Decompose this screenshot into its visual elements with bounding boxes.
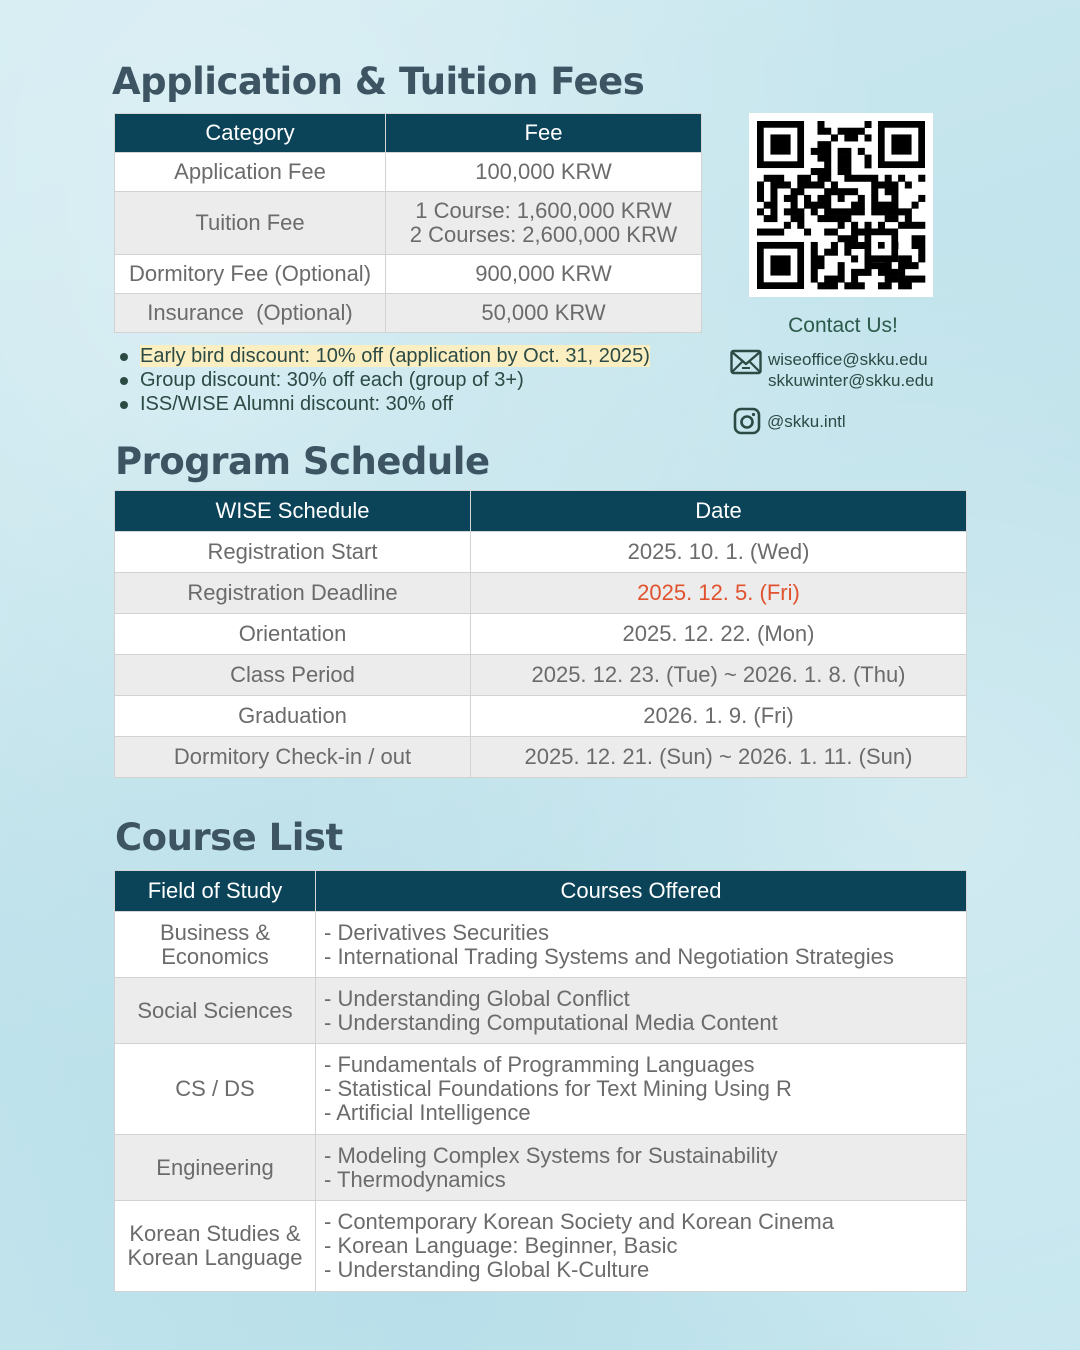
discount-item: ISS/WISE Alumni discount: 30% off: [118, 392, 650, 416]
early-bird-discount: Early bird discount: 10% off (application by Oct. 31, 2025): [140, 345, 650, 367]
fee-row: [115, 153, 702, 192]
schedule-date: 2025. 12. 22. (Mon): [471, 614, 967, 655]
field-line: Business &: [159, 919, 271, 945]
course-item: - Korean Language: Beginner, Basic: [324, 1233, 678, 1258]
fee-header-category: Category: [115, 114, 386, 153]
course-row: [115, 1201, 967, 1292]
fee-amount: [386, 192, 702, 255]
field-line: Korean Language: [127, 1245, 303, 1270]
fee-amount: 900,000 KRW: [386, 255, 702, 294]
course-row: [115, 978, 967, 1044]
schedule-row: [115, 532, 967, 573]
schedule-event: Graduation: [115, 696, 471, 737]
schedule-event: Registration Deadline: [115, 573, 471, 614]
course-field: Engineering: [115, 1135, 316, 1201]
course-list: [316, 1201, 967, 1292]
course-item: - Derivatives Securities: [324, 919, 549, 945]
fee-amount: 50,000 KRW: [386, 294, 702, 333]
fee-table: [114, 113, 702, 333]
schedule-table: [114, 490, 967, 778]
instagram-handle[interactable]: @skku.intl: [767, 411, 846, 431]
course-field: CS / DS: [115, 1044, 316, 1135]
schedule-header-date: Date: [471, 491, 967, 532]
course-header-field: Field of Study: [115, 871, 316, 912]
envelope-icon: [730, 349, 762, 375]
schedule-date: 2025. 12. 23. (Tue) ~ 2026. 1. 8. (Thu): [471, 655, 967, 696]
course-item: - Modeling Complex Systems for Sustainability: [324, 1142, 778, 1168]
schedule-row: [115, 696, 967, 737]
email-link[interactable]: skkuwinter@skku.edu: [768, 371, 934, 390]
course-item: - International Trading Systems and Negotiation Strategies: [324, 943, 894, 969]
discount-list: [118, 344, 650, 416]
course-list: [316, 1135, 967, 1201]
courses-title: Course List: [115, 816, 343, 859]
course-list: [316, 1044, 967, 1135]
fee-category: Insurance (Optional): [115, 294, 386, 333]
fees-title: Application & Tuition Fees: [112, 60, 645, 103]
course-list: [316, 912, 967, 978]
course-list: [316, 978, 967, 1044]
fee-amount: 100,000 KRW: [386, 153, 702, 192]
schedule-row: [115, 614, 967, 655]
fee-header-fee: Fee: [386, 114, 702, 153]
schedule-date: 2025. 10. 1. (Wed): [471, 532, 967, 573]
fee-line: 1 Course: 1,600,000 KRW: [415, 198, 672, 223]
course-row: [115, 1135, 967, 1201]
schedule-event: Dormitory Check-in / out: [115, 737, 471, 778]
schedule-date-deadline: 2025. 12. 5. (Fri): [471, 573, 967, 614]
schedule-event: Class Period: [115, 655, 471, 696]
discount-item: [118, 344, 650, 368]
schedule-event: Registration Start: [115, 532, 471, 573]
qr-code[interactable]: [749, 113, 933, 297]
course-item: - Understanding Computational Media Content: [324, 1009, 778, 1035]
schedule-header-event: WISE Schedule: [115, 491, 471, 532]
schedule-date: 2025. 12. 21. (Sun) ~ 2026. 1. 11. (Sun): [471, 737, 967, 778]
discount-item: Group discount: 30% off each (group of 3+): [118, 368, 650, 392]
course-item: - Statistical Foundations for Text Mining Using R: [324, 1076, 792, 1101]
course-item: - Artificial Intelligence: [324, 1100, 531, 1125]
schedule-row: [115, 573, 967, 614]
course-field: [115, 912, 316, 978]
course-item: - Thermodynamics: [324, 1166, 506, 1192]
schedule-title: Program Schedule: [115, 440, 490, 483]
course-field: Social Sciences: [115, 978, 316, 1044]
fee-category: Dormitory Fee (Optional): [115, 255, 386, 294]
contact-title: Contact Us!: [788, 314, 898, 337]
schedule-event: Orientation: [115, 614, 471, 655]
course-item: - Understanding Global K-Culture: [324, 1257, 650, 1282]
field-line: Korean Studies &: [129, 1221, 301, 1246]
fee-row: [115, 192, 702, 255]
course-table: [114, 870, 967, 1292]
course-row: [115, 912, 967, 978]
email-link[interactable]: wiseoffice@skku.edu: [768, 350, 928, 369]
fee-line: 2 Courses: 2,600,000 KRW: [409, 222, 678, 247]
fee-category: Tuition Fee: [115, 192, 386, 255]
schedule-row: [115, 655, 967, 696]
fee-row: [115, 255, 702, 294]
course-item: - Fundamentals of Programming Languages: [324, 1052, 755, 1077]
course-field: [115, 1201, 316, 1292]
course-header-courses: Courses Offered: [316, 871, 967, 912]
schedule-date: 2026. 1. 9. (Fri): [471, 696, 967, 737]
qr-code-icon: [749, 113, 933, 297]
fee-row: [115, 294, 702, 333]
schedule-row: [115, 737, 967, 778]
course-item: - Contemporary Korean Society and Korean Cinema: [324, 1209, 834, 1234]
email-contact: [730, 349, 934, 391]
fee-category: Application Fee: [115, 153, 386, 192]
course-item: - Understanding Global Conflict: [324, 985, 630, 1011]
instagram-icon: [733, 407, 761, 435]
course-row: [115, 1044, 967, 1135]
instagram-contact: [733, 407, 846, 435]
field-line: Economics: [161, 943, 269, 969]
